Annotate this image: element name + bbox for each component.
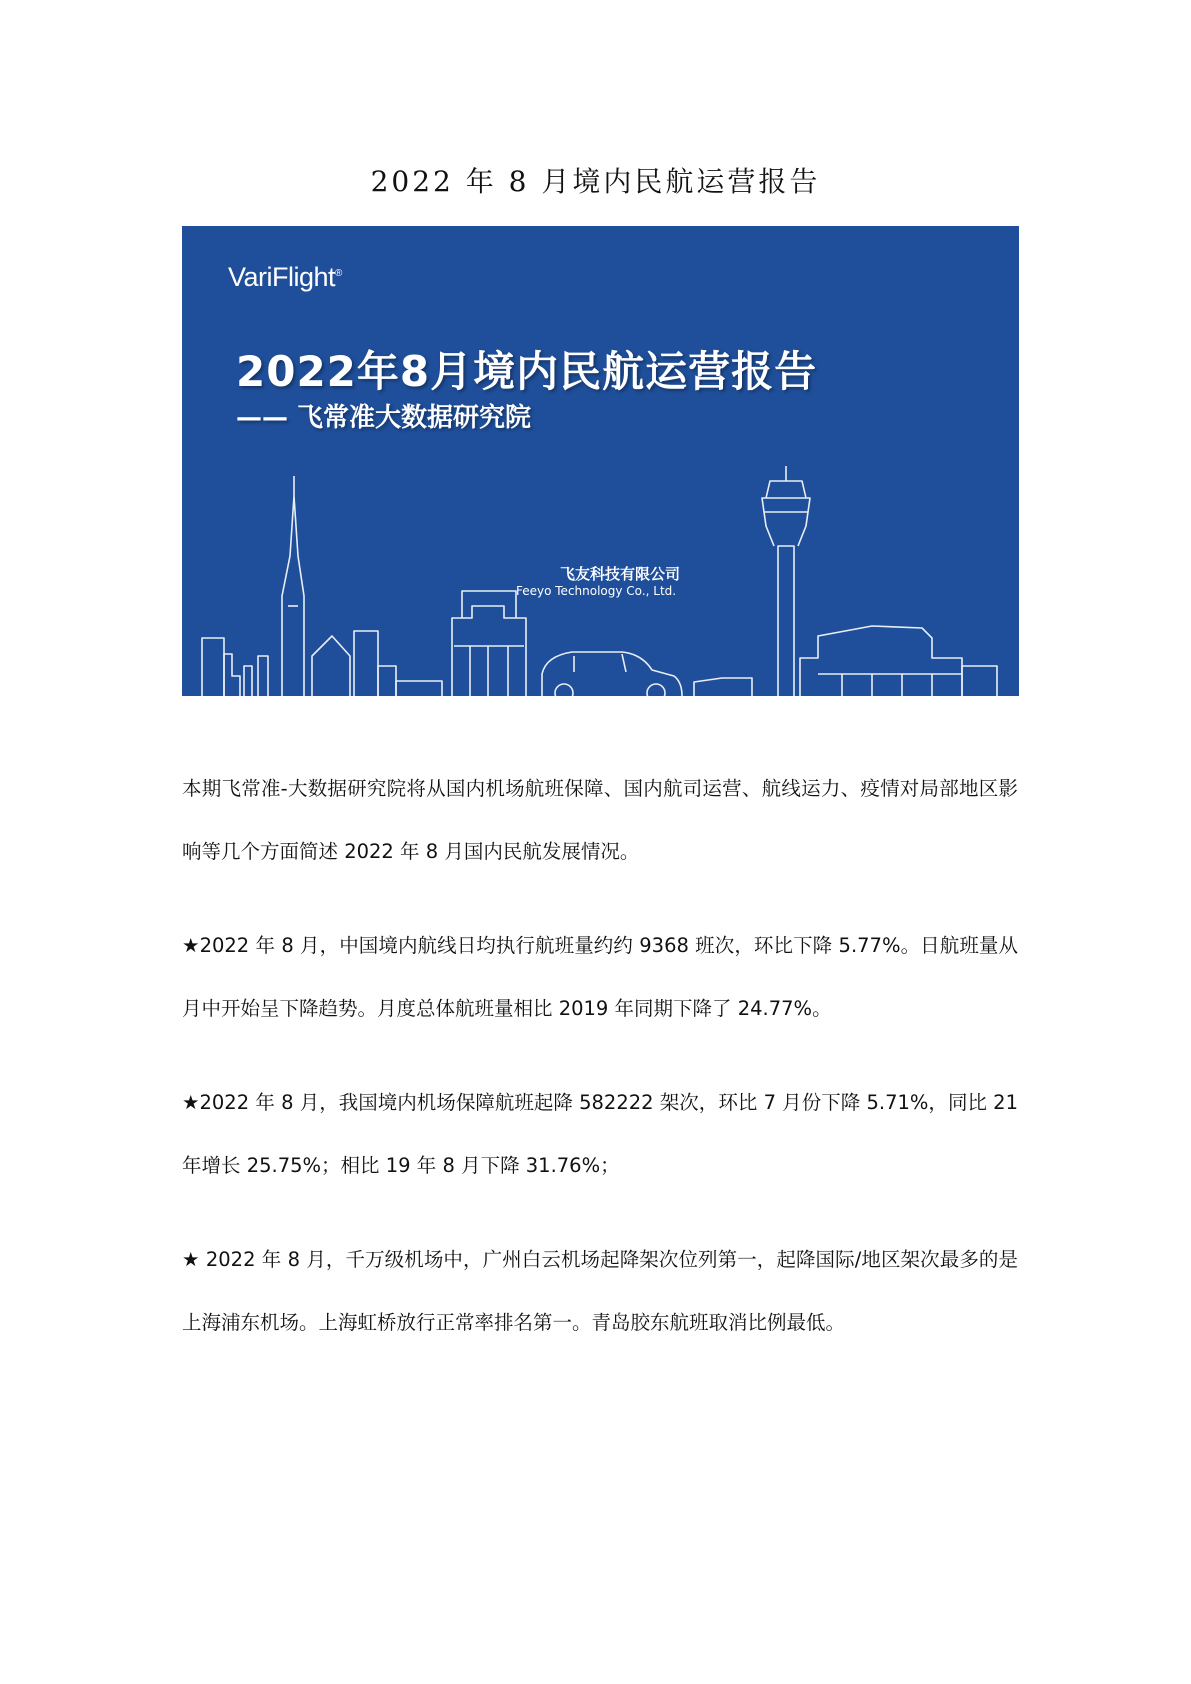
highlight-airports: ★2022 年 8 月，我国境内机场保障航班起降 582222 架次，环比 7 月份下降 5.71%，同比 21 年增长 25.75%；相比 19 年 8 月下降 31.76%； (182, 1091, 1018, 1177)
cover-subtitle: —— 飞常准大数据研究院 (236, 403, 532, 433)
highlight-rankings: ★ 2022 年 8 月，千万级机场中，广州白云机场起降架次位列第一，起降国际/地区架次最多的是上海浦东机场。上海虹桥放行正常率排名第一。青岛胶东航班取消比例最低。 (182, 1248, 1018, 1334)
cover-title: 2022年8月境内民航运营报告 (236, 347, 818, 396)
report-body (182, 757, 1018, 1385)
intro-paragraph: 本期飞常准-大数据研究院将从国内机场航班保障、国内航司运营、航线运力、疫情对局部地区影响等几个方面简述 2022 年 8 月国内民航发展情况。 (182, 777, 1018, 863)
variflight-logo: VariFlight® (228, 262, 342, 292)
highlight-flights: ★2022 年 8 月，中国境内航线日均执行航班量约约 9368 班次，环比下降 5.77%。日航班量从月中开始呈下降趋势。月度总体航班量相比 2019 年同期下降了 24.77%。 (182, 934, 1018, 1020)
company-name-en: Feeyo Technology Co., Ltd. (516, 584, 677, 598)
cover-image (182, 226, 1019, 696)
page-title: 2022 年 8 月境内民航运营报告 (370, 165, 821, 198)
company-name-cn: 飞友科技有限公司 (560, 565, 681, 583)
skyline-illustration (182, 226, 1019, 696)
